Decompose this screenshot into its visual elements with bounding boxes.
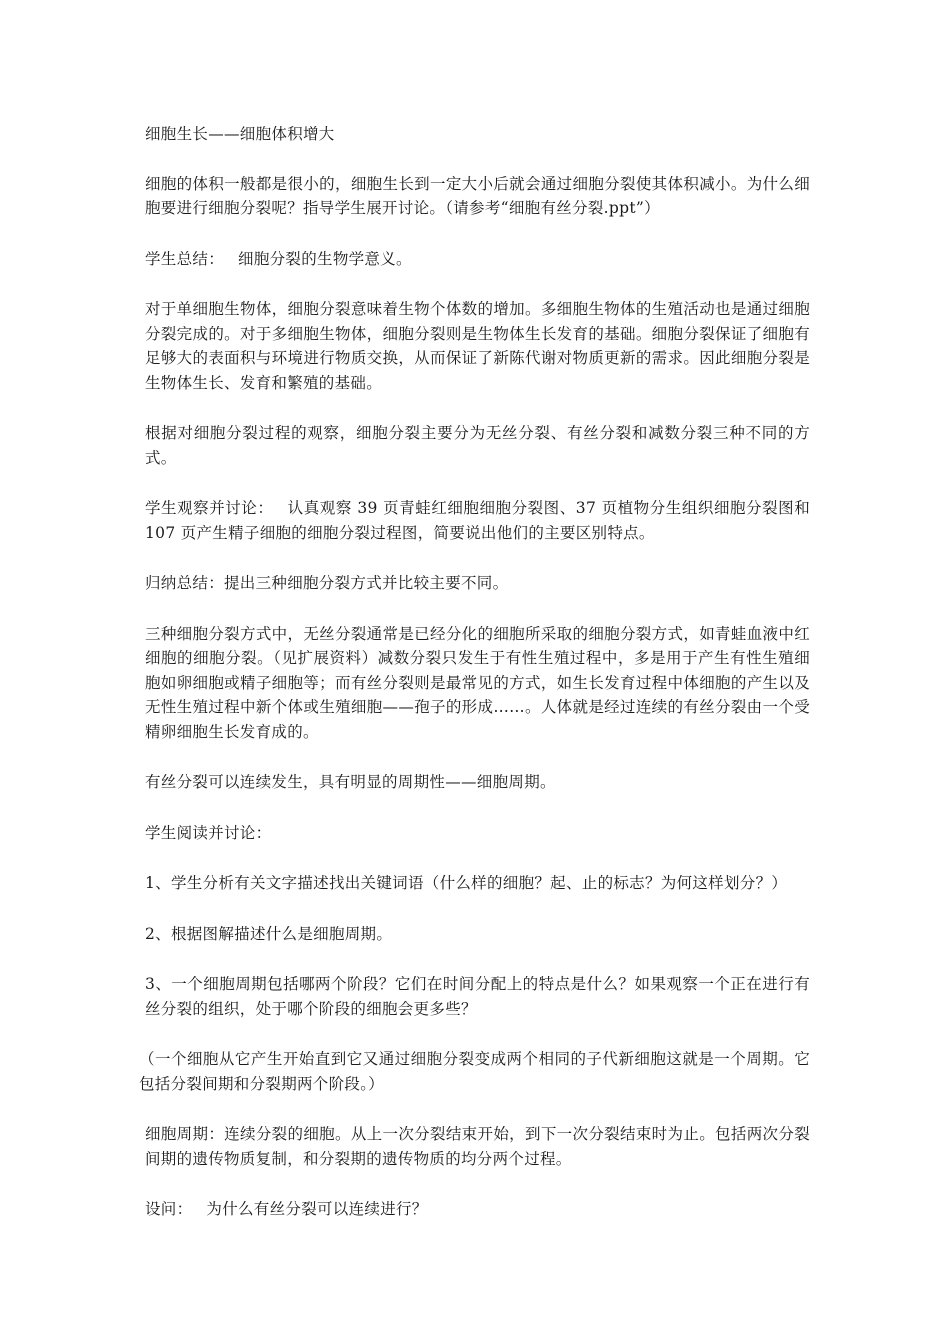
paragraph-cycle-definition: 细胞周期：连续分裂的细胞。从上一次分裂结束开始，到下一次分裂结束时为止。包括两次分裂间期的遗传物质复制，和分裂期的遗传物质的均分两个过程。 <box>145 1125 810 1168</box>
ask-label: 设问： <box>145 1200 193 1218</box>
section-title: 细胞生长——细胞体积增大 <box>145 125 335 143</box>
paragraph-read-discuss: 学生阅读并讨论： <box>145 823 272 842</box>
question-2: 2、根据图解描述什么是细胞周期。 <box>145 924 393 943</box>
paragraph-observe-discuss <box>145 496 810 545</box>
summary-text: 细胞分裂的生物学意义。 <box>238 249 412 268</box>
question-3: 3、一个细胞周期包括哪两个阶段？它们在时间分配上的特点是什么？如果观察一个正在进行有丝分裂的组织，处于哪个阶段的细胞会更多些？ <box>145 975 810 1018</box>
paragraph-cell-cycle: 有丝分裂可以连续发生，具有明显的周期性——细胞周期。 <box>145 773 556 791</box>
paragraph-division-types: 根据对细胞分裂过程的观察，细胞分裂主要分为无丝分裂、有丝分裂和减数分裂三种不同的方式。 <box>145 424 810 467</box>
paragraph-question <box>145 1197 810 1222</box>
paragraph-significance: 对于单细胞生物体，细胞分裂意味着生物个体数的增加。多细胞生物体的生殖活动也是通过细胞分裂完成的。对于多细胞生物体，细胞分裂则是生物体生长发育的基础。细胞分裂保证了细胞有足够大的表面积与环境进行物质交换，从而保证了新陈代谢对物质更新的需求。因此细胞分裂是生物体生长、发育和繁殖的基础。 <box>145 300 810 392</box>
paragraph-student-summary <box>145 247 810 272</box>
paragraph-cycle-definition-note: （一个细胞从它产生开始直到它又通过细胞分裂变成两个相同的子代新细胞这就是一个周期。它包括分裂间期和分裂期两个阶段。） <box>139 1050 810 1093</box>
document-page <box>139 122 811 1248</box>
observe-label: 学生观察并讨论： <box>145 499 274 517</box>
paragraph-intro: 细胞的体积一般都是很小的，细胞生长到一定大小后就会通过细胞分裂使其体积减小。为什么细胞要进行细胞分裂呢？指导学生展开讨论。（请参考“细胞有丝分裂.ppt”） <box>145 174 810 217</box>
observe-text: 认真观察 39 页青蛙红细胞细胞分裂图、37 页植物分生组织细胞分裂图和 107 页产生精子细胞的细胞分裂过程图，简要说出他们的主要区别特点。 <box>145 499 811 542</box>
ask-text: 为什么有丝分裂可以连续进行？ <box>206 1200 428 1218</box>
paragraph-three-methods: 三种细胞分裂方式中，无丝分裂通常是已经分化的细胞所采取的细胞分裂方式，如青蛙血液中红细胞的细胞分裂。（见扩展资料）减数分裂只发生于有性生殖过程中，多是用于产生有性生殖细胞如卵细胞或精子细胞等；而有丝分裂则是最常见的方式，如生长发育过程中体细胞的产生以及无性生殖过程中新个体或生殖细胞——孢子的形成……。人体就是经过连续的有丝分裂由一个受精卵细胞生长发育成的。 <box>145 624 810 741</box>
paragraph-conclusion: 归纳总结：提出三种细胞分裂方式并比较主要不同。 <box>145 574 509 592</box>
summary-label: 学生总结： <box>145 249 225 268</box>
question-1: 1、学生分析有关文字描述找出关键词语（什么样的细胞？起、止的标志？为何这样划分？） <box>145 874 788 892</box>
